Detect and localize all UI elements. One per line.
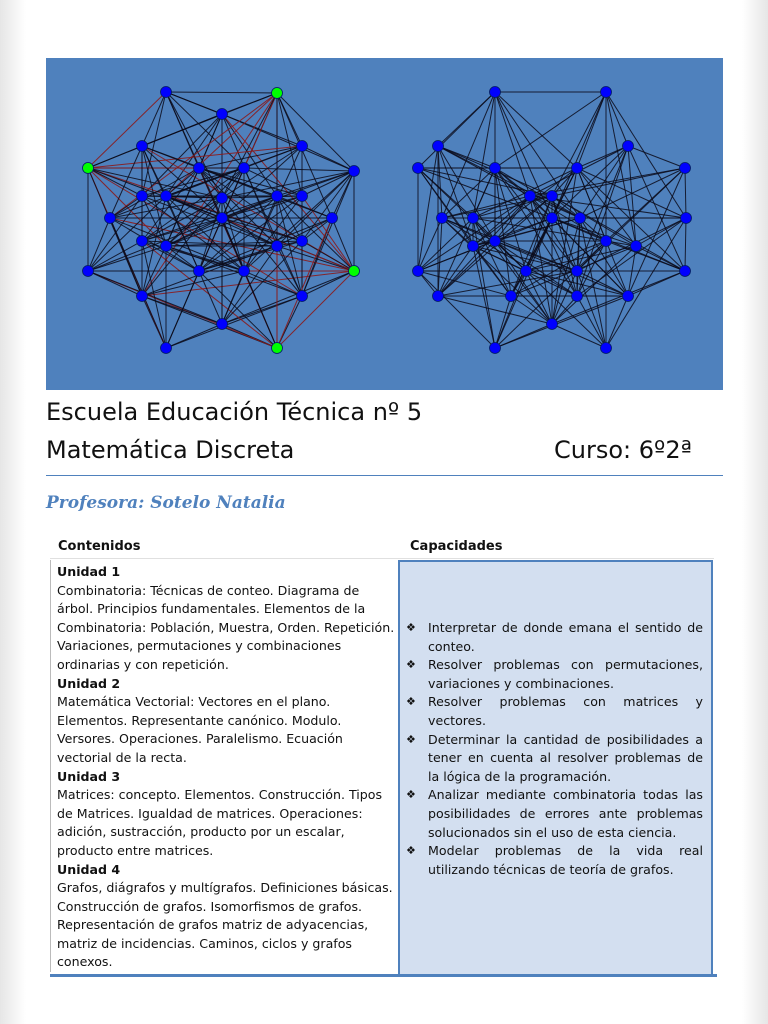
graph-node xyxy=(297,236,308,247)
header-rule xyxy=(46,475,723,476)
graph-edge xyxy=(302,171,354,196)
graph-node xyxy=(217,213,228,224)
graph-edge xyxy=(110,93,277,218)
graph-edge xyxy=(166,92,277,93)
contenidos-column xyxy=(50,560,398,972)
graph-node xyxy=(161,241,172,252)
graph-edge xyxy=(166,246,199,271)
graph-node xyxy=(490,236,501,247)
graph-node xyxy=(437,213,448,224)
graph-node xyxy=(349,266,360,277)
graph-node xyxy=(327,213,338,224)
graph-node xyxy=(631,241,642,252)
graph-node xyxy=(572,163,583,174)
unit-text: Grafos, diágrafos y multígrafos. Definiciones básicas. Construcción de grafos. Isomorfismos de grafos. Representación de grafos matriz de adyacencias, matriz de incidencias. Caminos, ciclos y grafos conexos. xyxy=(57,880,393,970)
diamond-bullet-icon: ❖ xyxy=(406,621,416,634)
graph-node xyxy=(601,343,612,354)
graph-illustration xyxy=(46,58,723,390)
graph-node xyxy=(572,266,583,277)
capacidad-text: Resolver problemas con matrices y vectores. xyxy=(428,694,703,728)
unit-title: Unidad 1 xyxy=(57,564,121,579)
graph-node xyxy=(194,266,205,277)
capacidad-item xyxy=(406,842,703,879)
graph-node xyxy=(137,236,148,247)
graph-edge xyxy=(166,296,302,348)
graph-node xyxy=(468,241,479,252)
graph-edge xyxy=(110,218,142,296)
graph-node xyxy=(105,213,116,224)
graph-node xyxy=(490,163,501,174)
graph-edge xyxy=(244,171,354,271)
graph-node xyxy=(601,236,612,247)
capacidades-list xyxy=(406,619,703,879)
capacidad-item xyxy=(406,693,703,730)
graph-node xyxy=(239,163,250,174)
graph-node xyxy=(272,88,283,99)
graph-node xyxy=(525,191,536,202)
diamond-bullet-icon: ❖ xyxy=(406,695,416,709)
graph-node xyxy=(194,163,205,174)
graph-node xyxy=(161,87,172,98)
graph-node xyxy=(217,319,228,330)
graph-node xyxy=(217,109,228,120)
graph-node xyxy=(83,266,94,277)
graph-node xyxy=(433,141,444,152)
unit-title: Unidad 3 xyxy=(57,768,121,784)
school-name: Escuela Educación Técnica nº 5 xyxy=(46,398,423,426)
graph-node xyxy=(680,266,691,277)
capacidad-text: Modelar problemas de la vida real utilizando técnicas de teoría de grafos. xyxy=(428,843,703,877)
graph-node xyxy=(297,191,308,202)
page-shadow-left xyxy=(0,0,26,1024)
unit-block xyxy=(57,861,397,973)
graph-node xyxy=(547,213,558,224)
capacidad-item xyxy=(406,786,703,842)
graph-node xyxy=(272,343,283,354)
capacidad-text: Resolver problemas con permutaciones, variaciones y combinaciones. xyxy=(428,657,703,691)
graph-edge xyxy=(418,168,473,246)
graph-node xyxy=(572,291,583,302)
graph-edge xyxy=(302,196,354,271)
graph-edge xyxy=(685,218,686,271)
graph-node xyxy=(521,266,532,277)
graph-node xyxy=(297,291,308,302)
graph-node xyxy=(83,163,94,174)
graph-node xyxy=(623,291,634,302)
diamond-bullet-icon: ❖ xyxy=(406,844,416,858)
header-capacidades: Capacidades xyxy=(410,539,503,554)
unit-block xyxy=(57,675,397,768)
graph-node xyxy=(490,343,501,354)
table-header xyxy=(50,536,714,559)
graph-node xyxy=(413,163,424,174)
graph-node xyxy=(681,213,692,224)
graph-edge xyxy=(302,171,354,241)
unit-text: Matemática Vectorial: Vectores en el plano. Elementos. Representante canónico. Modulo. Versores. Operaciones. Paralelismo. Ecuación vectorial de la recta. xyxy=(57,694,343,765)
graph-node xyxy=(506,291,517,302)
capacidad-text: Interpretar de donde emana el sentido de conteo. xyxy=(428,620,703,654)
graph-node xyxy=(680,163,691,174)
graph-node xyxy=(161,343,172,354)
graph-edge xyxy=(685,168,686,218)
teacher-name: Profesora: Sotelo Natalia xyxy=(46,493,286,513)
header-contenidos: Contenidos xyxy=(58,539,141,554)
capacidades-column xyxy=(398,560,713,976)
graph-node xyxy=(623,141,634,152)
unit-text: Matrices: concepto. Elementos. Construcción. Tipos de Matrices. Igualdad de matrices. Operaciones: adición, sustracción, producto por un escalar, producto entre matrices. xyxy=(57,787,383,858)
diamond-bullet-icon: ❖ xyxy=(406,732,416,746)
graph-node xyxy=(349,166,360,177)
graph-node xyxy=(217,193,228,204)
diamond-bullet-icon: ❖ xyxy=(406,658,416,672)
graph-node xyxy=(272,191,283,202)
graph-node xyxy=(490,87,501,98)
subject-title: Matemática Discreta xyxy=(46,436,295,464)
graph-edge xyxy=(418,218,473,271)
graph-node xyxy=(272,241,283,252)
table-bottom-rule xyxy=(50,974,717,977)
capacidad-item xyxy=(406,619,703,656)
graph-node xyxy=(137,191,148,202)
graph-node xyxy=(575,213,586,224)
unit-title: Unidad 2 xyxy=(57,675,121,691)
graph-edge xyxy=(418,271,511,296)
graph-edge xyxy=(142,271,244,296)
syllabus-table xyxy=(46,536,723,986)
capacidad-item xyxy=(406,731,703,787)
unit-block xyxy=(57,563,397,675)
capacidad-text: Determinar la cantidad de posibilidades a tener en cuenta al resolver problemas de la lógica de la programación. xyxy=(428,731,703,784)
graph-node xyxy=(161,191,172,202)
unit-title: Unidad 4 xyxy=(57,861,121,877)
graph-node xyxy=(239,266,250,277)
graph-edge xyxy=(277,271,354,348)
graph-edge xyxy=(442,168,495,218)
graph-node xyxy=(413,266,424,277)
graph-edge xyxy=(511,296,552,324)
capacidad-text: Analizar mediante combinatoria todas las posibilidades de errores ante problemas solucionados sin el uso de esta ciencia. xyxy=(428,787,703,840)
unit-block xyxy=(57,768,397,861)
units-list xyxy=(57,563,397,972)
unit-text: Combinatoria: Técnicas de conteo. Diagrama de árbol. Principios fundamentales. Elementos de la Combinatoria: Población, Muestra, Orden. Repetición. Variaciones, permutaciones y combinaciones ordinarias y con repetición. xyxy=(57,582,395,672)
graph-node xyxy=(297,141,308,152)
graph-banner xyxy=(46,58,723,390)
graph-node xyxy=(433,291,444,302)
graph-edge xyxy=(88,168,142,196)
diamond-bullet-icon: ❖ xyxy=(406,788,416,802)
graph-edge xyxy=(636,246,685,271)
graph-edge xyxy=(277,93,354,171)
graph-node xyxy=(547,319,558,330)
course-label: Curso: 6º2ª xyxy=(554,436,692,464)
page-shadow-right xyxy=(742,0,768,1024)
graph-node xyxy=(547,191,558,202)
graph-node xyxy=(137,291,148,302)
graph-node xyxy=(468,213,479,224)
graph-node xyxy=(601,87,612,98)
graph-node xyxy=(137,141,148,152)
capacidad-item xyxy=(406,656,703,693)
graph-edge xyxy=(277,171,354,246)
graph-edge xyxy=(606,92,628,146)
